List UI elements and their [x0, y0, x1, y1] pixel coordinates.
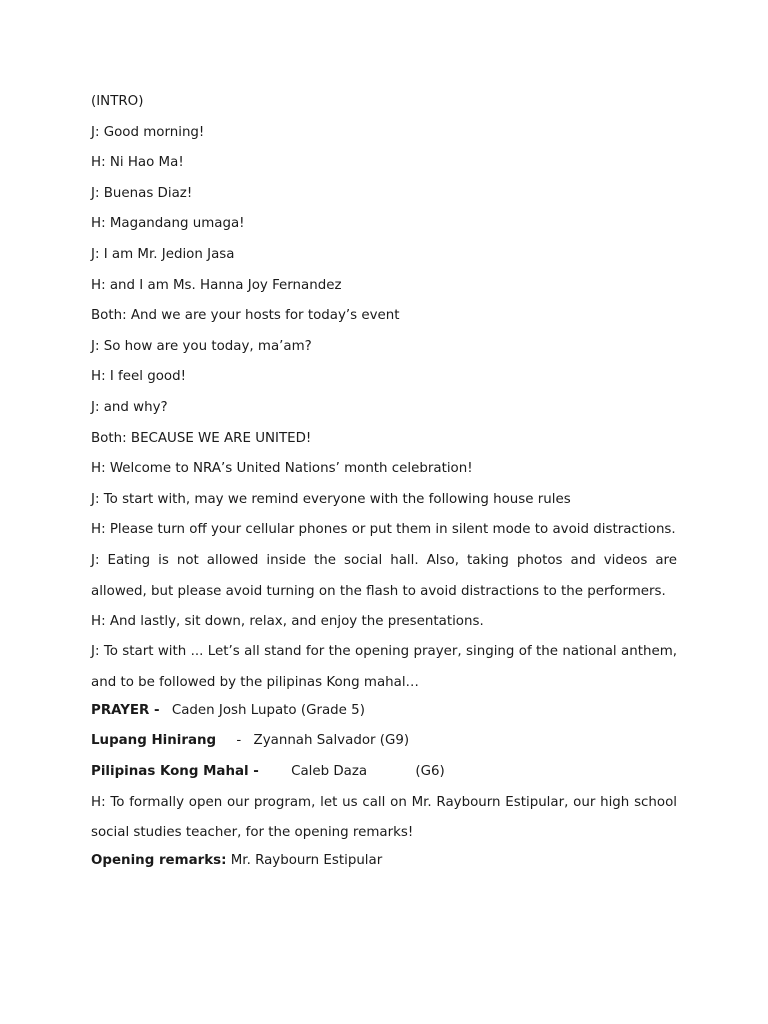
lupang-hinirang-performer: Zyannah Salvador (G9)	[253, 733, 410, 749]
script-line: H: I feel good!	[91, 369, 186, 385]
lupang-hinirang-row	[91, 732, 677, 750]
script-line: H: Welcome to NRA’s United Nations’ month celebration!	[91, 461, 473, 477]
pilipinas-kong-mahal-row	[91, 763, 677, 781]
script-paragraph: J: To start with ... Let’s all stand for the opening prayer, singing of the national anthem, and to be followed by the pilipinas Kong mahal…	[91, 644, 677, 690]
prayer-label: PRAYER -	[91, 702, 160, 718]
lupang-hinirang-label: Lupang Hinirang	[91, 733, 217, 749]
script-line: H: and I am Ms. Hanna Joy Fernandez	[91, 277, 342, 293]
prayer-row	[91, 702, 677, 720]
opening-remarks-row	[91, 852, 677, 870]
script-line: J: Good morning!	[91, 124, 205, 140]
pilipinas-kong-mahal-performer: Caleb Daza	[291, 764, 368, 780]
script-line: Both: And we are your hosts for today’s event	[91, 308, 400, 324]
script-line: H: Magandang umaga!	[91, 216, 245, 232]
script-paragraph: H: To formally open our program, let us call on Mr. Raybourn Estipular, our high school social studies teacher, for the opening remarks!	[91, 794, 677, 841]
script-line: J: and why?	[91, 399, 168, 415]
intro-heading: (INTRO)	[91, 94, 144, 109]
document-page	[91, 93, 677, 883]
script-paragraph: J: Eating is not allowed inside the social hall. Also, taking photos and videos are allowed, but please avoid turning on the flash to avoid distractions to the performers.	[91, 552, 677, 599]
script-line: H: Please turn off your cellular phones or put them in silent mode to avoid distractions.	[91, 522, 676, 538]
pilipinas-kong-mahal-grade: (G6)	[415, 764, 445, 780]
script-line: J: So how are you today, ma’am?	[91, 338, 312, 354]
lupang-hinirang-dash: -	[236, 733, 242, 749]
script-line: J: To start with, may we remind everyone with the following house rules	[91, 491, 571, 507]
script-line: J: I am Mr. Jedion Jasa	[91, 246, 235, 262]
script-line: Both: BECAUSE WE ARE UNITED!	[91, 430, 312, 446]
script-line: H: And lastly, sit down, relax, and enjoy the presentations.	[91, 613, 484, 629]
script-line: H: Ni Hao Ma!	[91, 155, 184, 171]
opening-remarks-speaker: Mr. Raybourn Estipular	[230, 853, 383, 869]
pilipinas-kong-mahal-label: Pilipinas Kong Mahal -	[91, 764, 259, 780]
script-line: J: Buenas Diaz!	[91, 185, 193, 201]
prayer-performer: Caden Josh Lupato (Grade 5)	[171, 702, 365, 718]
opening-remarks-label: Opening remarks:	[91, 853, 227, 869]
